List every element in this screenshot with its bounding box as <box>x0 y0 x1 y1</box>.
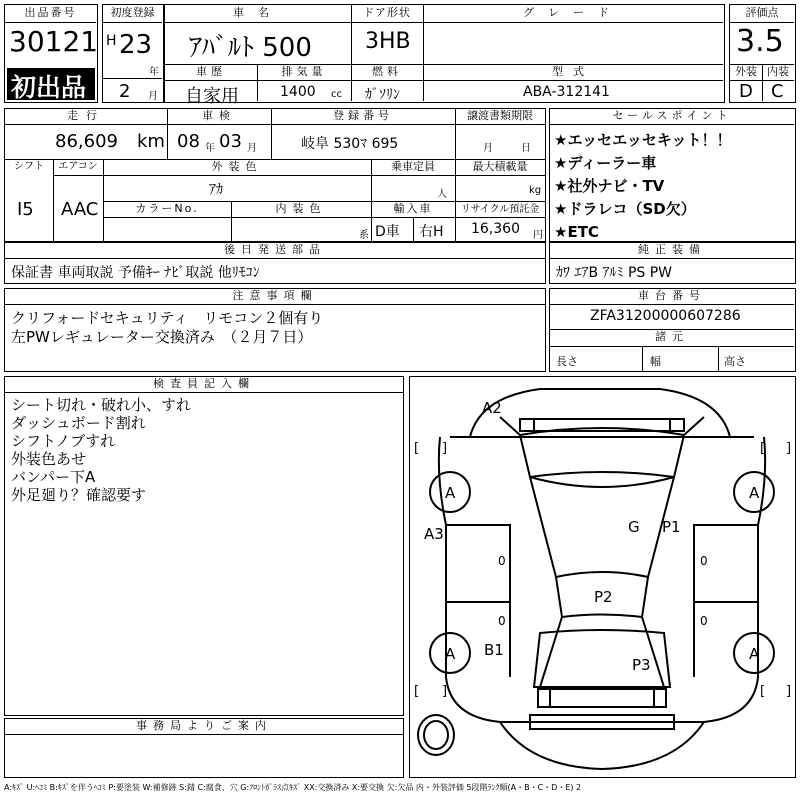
inspector-notes-list <box>11 396 191 504</box>
model-code: ABA-312141 <box>523 84 610 100</box>
standard-equipment: ｶﾜ ｴｱB ｱﾙﾐ PS PW <box>556 265 673 281</box>
lot-number-box <box>4 4 98 103</box>
bracket-mark: ] <box>442 684 448 699</box>
inspector-note: 外装色あせ <box>11 450 87 468</box>
tire-mark: A <box>749 645 760 663</box>
first-listing-text: 初出品 <box>11 73 87 102</box>
history: 自家用 <box>185 86 239 107</box>
mark-p3: P3 <box>632 656 651 674</box>
tire-mark: A <box>749 484 760 502</box>
bracket-mark: [ <box>760 684 766 699</box>
inspector-note: シフトノブすれ <box>11 432 116 450</box>
first-reg-box: 初度登録 H 23 年 2 月 <box>102 4 164 103</box>
mark-b1: B1 <box>484 641 504 659</box>
exterior-score: D <box>739 81 753 102</box>
bracket-mark: [ <box>760 441 766 456</box>
sales-point: ★エッセエッセキット！！ <box>554 131 732 149</box>
zero-mark: 0 <box>700 614 708 628</box>
registration-number: 岐阜 530ﾏ 695 <box>301 136 399 152</box>
note-line: 左PWレギュレーター交換済み （２月７日） <box>11 328 313 346</box>
car-name: ｱﾊﾞﾙﾄ 500 <box>189 33 312 63</box>
later-parts-box: 後日発送部品 保証書 車両取説 予備ｷｰ ﾅﾋﾞ取説 他ﾘﾓｺﾝ <box>4 242 546 284</box>
inspector-notes-box: 検査員記入欄 シート切れ・破れ小、すれ ダッシュボード割れ シフトノブすれ 外装色あせ バンパー下A 外足廻り？確認要す <box>4 376 404 716</box>
era: H <box>106 33 117 49</box>
sales-point: ★社外ナビ・TV <box>554 177 665 195</box>
inspector-note: バンパー下A <box>11 468 96 486</box>
lot-number-label: 出品番号 <box>24 6 77 19</box>
sales-point: ★ディーラー車 <box>554 154 657 172</box>
shift: I5 <box>17 199 34 220</box>
note-line: クリフォードセキュリティ リモコン２個有り <box>11 309 324 327</box>
mark-g: G <box>628 518 640 536</box>
bracket-mark: ] <box>442 441 448 456</box>
sales-points-list <box>554 129 732 244</box>
score-box: 評価点 3.5 外装 内装 D C <box>729 4 796 103</box>
score: 3.5 <box>736 24 784 59</box>
inspection-month: 03 <box>219 131 242 152</box>
standard-equipment-box: 純正装備 ｶﾜ ｴｱB ｱﾙﾐ PS PW <box>549 242 796 284</box>
bracket-mark: [ <box>414 441 420 456</box>
inspector-note: 外足廻り？確認要す <box>11 486 147 504</box>
footer-legend: A:ｷｽﾞ U:ﾍｺﾐ B:ｷｽﾞを伴うﾍｺﾐ P:要塗装 W:補修跡 S:錆 C:腐食、穴 G:ﾌﾛﾝﾄｶﾞﾗｽ点ｷｽﾞ XX:交換済み X:要交換 欠:欠品 内・外装評価 5段階ﾗﾝｸ順(A・B・C・D・E) 2 <box>4 783 582 792</box>
first-reg-year: 23 <box>119 30 153 60</box>
fuel: ｶﾞｿﾘﾝ <box>365 87 400 103</box>
displacement: 1400 <box>280 84 316 100</box>
door-type: 3HB <box>365 29 411 54</box>
notes-box: 注意事項欄 クリフォードセキュリティ リモコン２個有り 左PWレギュレーター交換済み （２月７日） <box>4 288 546 372</box>
zero-mark: 0 <box>498 614 506 628</box>
exterior-color: ｱｶ <box>209 182 223 198</box>
inspection-year: 08 <box>177 131 200 152</box>
mark-a3: A3 <box>424 525 444 543</box>
mark-p1: P1 <box>662 518 681 536</box>
chassis-number: ZFA31200000607286 <box>590 308 741 324</box>
sales-point: ★ドラレコ（SD欠） <box>554 200 696 218</box>
sales-point: ★ETC <box>554 223 599 241</box>
steering-side: 右H <box>419 224 444 240</box>
office-notice-box: 事務局よりご案内 <box>4 718 404 778</box>
zero-mark: 0 <box>700 554 708 568</box>
inspector-note: ダッシュボード割れ <box>11 414 146 432</box>
chassis-box: 車台番号 ZFA31200000607286 諸元 長さ 幅 高さ <box>549 288 796 372</box>
mileage: 86,609 <box>55 131 118 152</box>
car-diagram <box>410 377 794 776</box>
later-parts: 保証書 車両取説 予備ｷｰ ﾅﾋﾞ取説 他ﾘﾓｺﾝ <box>11 265 260 281</box>
tire-mark: A <box>445 484 456 502</box>
mark-a2: A2 <box>482 399 502 417</box>
drive-type: D車 <box>375 224 400 240</box>
sales-points-box: セールスポイント ★エッセエッセキット！！ ★ディーラー車 ★社外ナビ・TV ★ドラレコ（SD欠） ★ETC <box>549 108 796 242</box>
mark-p2: P2 <box>594 588 613 606</box>
recycle-fee: 16,360 <box>471 221 520 237</box>
car-info-box: 車名 ドア形状 グレード ｱﾊﾞﾙﾄ 500 3HB 車歴 排気量 燃料 型式 自家用 1400 cc ｶﾞｿﾘﾝ ABA-312141 <box>164 4 725 103</box>
notes-list <box>11 309 323 347</box>
bracket-mark: ] <box>786 441 792 456</box>
inspector-note: シート切れ・破れ小、すれ <box>11 396 192 414</box>
interior-score: C <box>771 81 784 102</box>
vehicle-details-box: 走行 車検 登録番号 譲渡書類期限 86,609 km 08 年 03 月 岐阜 530ﾏ 695 月 日 シフト エアコン 外装色 乗車定員 最大積載量 ｱｶ 人 kg I5 AAC カラーNo. 内装色 輸入車 リサイクル預託金 系 D車 右H 16,360 円 <box>4 108 546 242</box>
damage-diagram-box <box>409 376 796 778</box>
aircon: AAC <box>61 199 99 220</box>
lot-number: 30121 <box>9 25 99 58</box>
zero-mark: 0 <box>498 554 506 568</box>
first-reg-month: 2 <box>119 81 131 102</box>
bracket-mark: ] <box>786 684 792 699</box>
tire-mark: A <box>445 645 456 663</box>
bracket-mark: [ <box>414 684 420 699</box>
